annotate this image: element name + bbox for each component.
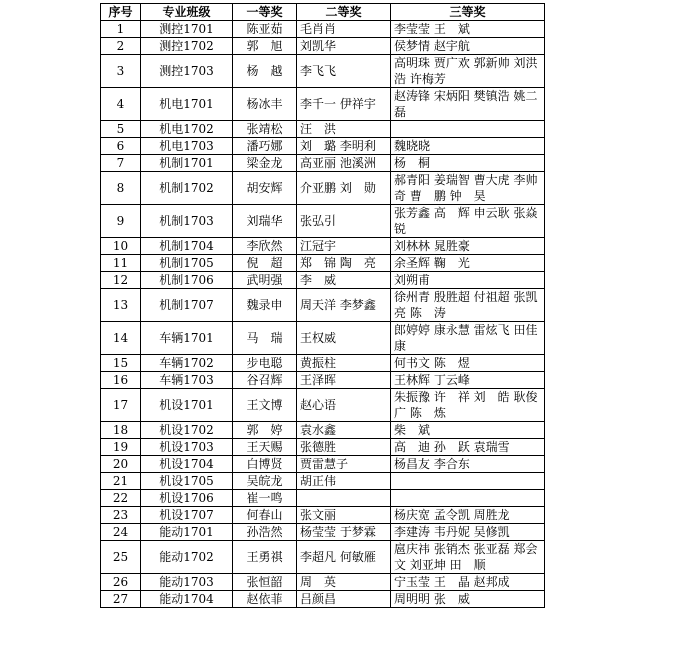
cell-third-prize: 杨昌友 李合东 [391,456,545,473]
cell-class: 机制1706 [141,272,233,289]
cell-second-prize: 周天洋 李梦鑫 [297,289,391,322]
cell-class: 机制1701 [141,155,233,172]
cell-third-prize: 高 迪 孙 跃 袁瑞雪 [391,439,545,456]
table-row [101,138,545,155]
cell-first-prize: 赵依菲 [233,591,297,608]
header-third-prize: 三等奖 [391,4,545,21]
cell-third-prize: 扈庆祎 张销杰 张亚磊 郑会文 刘亚坤 田 顺 [391,541,545,574]
table-row [101,490,545,507]
cell-serial: 15 [101,355,141,372]
cell-second-prize [297,490,391,507]
cell-second-prize: 胡正伟 [297,473,391,490]
table-body [101,21,545,608]
table-row [101,372,545,389]
table-row [101,473,545,490]
table-row [101,238,545,255]
cell-third-prize: 刘林林 晁胜豪 [391,238,545,255]
cell-second-prize: 毛肖肖 [297,21,391,38]
cell-first-prize: 吴皖龙 [233,473,297,490]
cell-second-prize: 杨莹莹 于梦霖 [297,524,391,541]
cell-first-prize: 武明强 [233,272,297,289]
cell-third-prize: 杨庆宽 孟令凯 周胜龙 [391,507,545,524]
cell-first-prize: 王文博 [233,389,297,422]
cell-first-prize: 王勇祺 [233,541,297,574]
cell-second-prize: 张弘引 [297,205,391,238]
cell-serial: 8 [101,172,141,205]
cell-class: 机设1702 [141,422,233,439]
cell-serial: 13 [101,289,141,322]
cell-second-prize: 王泽晖 [297,372,391,389]
table-row [101,524,545,541]
cell-second-prize: 李飞飞 [297,55,391,88]
cell-serial: 9 [101,205,141,238]
header-serial: 序号 [101,4,141,21]
table-row [101,121,545,138]
cell-class: 车辆1703 [141,372,233,389]
cell-first-prize: 郭 旭 [233,38,297,55]
cell-serial: 16 [101,372,141,389]
cell-class: 机制1705 [141,255,233,272]
cell-second-prize: 张德胜 [297,439,391,456]
cell-third-prize: 周明明 张 威 [391,591,545,608]
table-row [101,422,545,439]
cell-serial: 3 [101,55,141,88]
header-row [101,4,545,21]
table-row [101,591,545,608]
cell-first-prize: 张恒韶 [233,574,297,591]
header-second-prize: 二等奖 [297,4,391,21]
cell-class: 机制1703 [141,205,233,238]
cell-class: 机电1703 [141,138,233,155]
cell-second-prize: 赵心语 [297,389,391,422]
cell-first-prize: 张靖松 [233,121,297,138]
table-row [101,255,545,272]
cell-class: 机制1704 [141,238,233,255]
cell-third-prize: 宁玉莹 王 晶 赵邦成 [391,574,545,591]
cell-class: 测控1703 [141,55,233,88]
cell-second-prize: 吕颜昌 [297,591,391,608]
cell-serial: 25 [101,541,141,574]
cell-class: 机设1706 [141,490,233,507]
cell-first-prize: 陈亚茹 [233,21,297,38]
table-row [101,456,545,473]
cell-third-prize: 侯梦情 赵宇航 [391,38,545,55]
cell-first-prize: 李欣然 [233,238,297,255]
cell-first-prize: 谷召辉 [233,372,297,389]
cell-serial: 1 [101,21,141,38]
cell-class: 车辆1702 [141,355,233,372]
cell-second-prize: 刘 璐 李明利 [297,138,391,155]
cell-third-prize: 徐州青 殷胜超 付祖超 张凯亮 陈 涛 [391,289,545,322]
table-row [101,205,545,238]
cell-second-prize: 李千一 伊祥宇 [297,88,391,121]
cell-second-prize: 王权威 [297,322,391,355]
table-row [101,38,545,55]
table-row [101,155,545,172]
awards-table [100,3,545,608]
cell-first-prize: 崔一鸣 [233,490,297,507]
table-row [101,322,545,355]
cell-class: 能动1702 [141,541,233,574]
cell-class: 能动1703 [141,574,233,591]
cell-first-prize: 步电聪 [233,355,297,372]
cell-third-prize: 郝青阳 姜瑞智 曹大虎 李帅奇 曹 鹏 钟 昊 [391,172,545,205]
cell-third-prize: 高明珠 贾广欢 郭新帅 刘洪浩 许梅芳 [391,55,545,88]
cell-first-prize: 孙浩然 [233,524,297,541]
cell-second-prize: 李 威 [297,272,391,289]
cell-class: 机设1703 [141,439,233,456]
cell-third-prize: 李莹莹 王 斌 [391,21,545,38]
cell-second-prize: 黄振柱 [297,355,391,372]
table-row [101,574,545,591]
cell-serial: 17 [101,389,141,422]
cell-second-prize: 张文丽 [297,507,391,524]
cell-serial: 5 [101,121,141,138]
cell-serial: 14 [101,322,141,355]
table-row [101,289,545,322]
cell-second-prize: 刘凯华 [297,38,391,55]
cell-second-prize: 袁水鑫 [297,422,391,439]
cell-class: 能动1704 [141,591,233,608]
cell-second-prize: 周 英 [297,574,391,591]
cell-serial: 21 [101,473,141,490]
cell-third-prize: 赵涛锋 宋炳阳 樊镇浩 姚二磊 [391,88,545,121]
table-row [101,355,545,372]
table-row [101,172,545,205]
cell-class: 机电1702 [141,121,233,138]
cell-third-prize [391,490,545,507]
cell-serial: 26 [101,574,141,591]
table-row [101,272,545,289]
cell-class: 机制1702 [141,172,233,205]
cell-serial: 18 [101,422,141,439]
table-row [101,389,545,422]
cell-serial: 23 [101,507,141,524]
cell-class: 测控1702 [141,38,233,55]
cell-serial: 4 [101,88,141,121]
cell-serial: 12 [101,272,141,289]
cell-class: 机电1701 [141,88,233,121]
header-first-prize: 一等奖 [233,4,297,21]
header-class: 专业班级 [141,4,233,21]
cell-serial: 19 [101,439,141,456]
table-row [101,55,545,88]
cell-serial: 27 [101,591,141,608]
cell-class: 机设1704 [141,456,233,473]
cell-serial: 10 [101,238,141,255]
cell-class: 机制1707 [141,289,233,322]
cell-first-prize: 杨 越 [233,55,297,88]
cell-class: 机设1707 [141,507,233,524]
cell-third-prize: 王林辉 丁云峰 [391,372,545,389]
table-row [101,21,545,38]
cell-third-prize: 柴 斌 [391,422,545,439]
table-row [101,541,545,574]
table-row [101,88,545,121]
cell-third-prize: 郎婷婷 康永慧 雷炫飞 田佳康 [391,322,545,355]
cell-first-prize: 胡安辉 [233,172,297,205]
cell-serial: 7 [101,155,141,172]
cell-third-prize: 李建涛 韦丹妮 吴修凯 [391,524,545,541]
cell-first-prize: 刘瑞华 [233,205,297,238]
cell-class: 能动1701 [141,524,233,541]
cell-first-prize: 何春山 [233,507,297,524]
cell-serial: 6 [101,138,141,155]
cell-third-prize [391,121,545,138]
cell-second-prize: 李超凡 何敏雁 [297,541,391,574]
cell-third-prize: 刘朔甫 [391,272,545,289]
cell-serial: 11 [101,255,141,272]
cell-third-prize: 魏晓晓 [391,138,545,155]
cell-serial: 2 [101,38,141,55]
cell-second-prize: 汪 洪 [297,121,391,138]
cell-serial: 24 [101,524,141,541]
table-row [101,439,545,456]
table-row [101,507,545,524]
cell-third-prize: 张芳鑫 高 辉 申云耿 张焱锐 [391,205,545,238]
cell-class: 机设1701 [141,389,233,422]
cell-third-prize [391,473,545,490]
cell-first-prize: 潘巧娜 [233,138,297,155]
cell-second-prize: 江冠宇 [297,238,391,255]
cell-first-prize: 马 瑞 [233,322,297,355]
cell-first-prize: 杨冰丰 [233,88,297,121]
cell-serial: 20 [101,456,141,473]
cell-second-prize: 介亚鹏 刘 勋 [297,172,391,205]
cell-first-prize: 王天赐 [233,439,297,456]
cell-serial: 22 [101,490,141,507]
cell-class: 测控1701 [141,21,233,38]
cell-second-prize: 高亚丽 池溪洲 [297,155,391,172]
cell-third-prize: 杨 桐 [391,155,545,172]
cell-third-prize: 余圣辉 鞠 光 [391,255,545,272]
cell-class: 机设1705 [141,473,233,490]
cell-first-prize: 梁金龙 [233,155,297,172]
cell-first-prize: 白博贤 [233,456,297,473]
cell-third-prize: 朱振豫 许 祥 刘 皓 耿俊广 陈 炼 [391,389,545,422]
cell-class: 车辆1701 [141,322,233,355]
cell-second-prize: 贾雷慧子 [297,456,391,473]
cell-first-prize: 倪 超 [233,255,297,272]
cell-second-prize: 郑 锦 陶 亮 [297,255,391,272]
cell-third-prize: 何书文 陈 煜 [391,355,545,372]
cell-first-prize: 郭 婷 [233,422,297,439]
cell-first-prize: 魏录申 [233,289,297,322]
